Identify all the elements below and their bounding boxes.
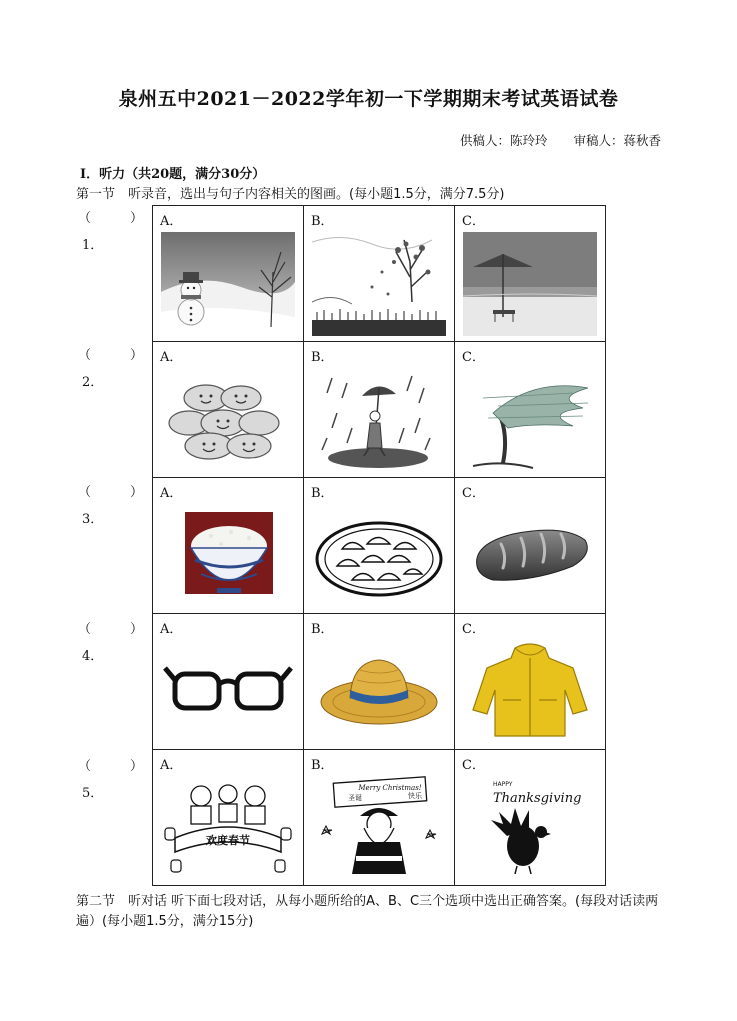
answer-blank[interactable]: （ ）: [78, 211, 144, 226]
option-2c[interactable]: C．: [455, 342, 606, 478]
dumplings-icon: [312, 504, 446, 608]
bread-icon: [463, 504, 597, 608]
answer-blank[interactable]: （ ）: [78, 485, 144, 500]
question-1-row: [153, 206, 606, 342]
option-1a[interactable]: A．: [153, 206, 304, 342]
beach-umbrella-icon: [463, 232, 597, 336]
section-heading: Ⅰ．听力（共20题，满分30分）: [80, 167, 266, 182]
credits: [460, 131, 661, 149]
question-4-number: （ ） 4．: [78, 618, 143, 664]
picture-options-grid: [152, 205, 606, 886]
question-2-row: [153, 342, 606, 478]
santa-icon: [312, 776, 446, 880]
option-4a[interactable]: A．: [153, 614, 304, 750]
christmas-cn-2: 快乐: [408, 792, 422, 800]
straw-hat-icon: [312, 640, 446, 744]
part1-instruction: 第一节 听录音，选出与句子内容相关的图画。(每小题1.5分，满分7.5分): [76, 187, 505, 202]
rice-bowl-icon: [161, 504, 295, 608]
option-3b[interactable]: B．: [304, 478, 455, 614]
reviewer-label: 审稿人：蒋秋香: [573, 133, 661, 148]
option-2b[interactable]: B．: [304, 342, 455, 478]
option-3c[interactable]: C．: [455, 478, 606, 614]
part2-instruction: 第二节 听对话 听下面七段对话，从每小题所给的A、B、C三个选项中选出正确答案。(每段对话读两遍）(每小题1.5分，满分15分): [76, 894, 659, 929]
merry-christmas-text: Merry Christmas!: [358, 784, 422, 792]
autumn-tree-icon: [312, 232, 446, 336]
option-1c[interactable]: C．: [455, 206, 606, 342]
page-title: 泉州五中2021－2022学年初一下学期期末考试英语试卷: [118, 88, 619, 110]
option-1b[interactable]: B．: [304, 206, 455, 342]
glasses-icon: [161, 640, 295, 744]
option-3a[interactable]: A．: [153, 478, 304, 614]
windy-tree-icon: [463, 368, 597, 472]
option-5b[interactable]: B． Merry Christmas! 圣诞 快乐: [304, 750, 455, 886]
happy-text: HAPPY: [493, 781, 513, 788]
raincoat-icon: [463, 640, 597, 744]
answer-blank[interactable]: （ ）: [78, 622, 144, 637]
question-2-number: （ ） 2．: [78, 344, 143, 390]
submitter-label: 供稿人：陈玲玲: [459, 133, 548, 148]
answer-blank[interactable]: （ ）: [78, 348, 144, 363]
christmas-cn-1: 圣诞: [348, 794, 362, 802]
smiling-clouds-icon: [161, 368, 295, 472]
spring-festival-banner-text: 欢度春节: [206, 834, 250, 847]
question-4-row: [153, 614, 606, 750]
question-3-number: （ ） 3．: [78, 481, 143, 527]
question-1-number: （ ） 1．: [78, 207, 143, 253]
spring-festival-icon: [161, 776, 295, 880]
option-5a[interactable]: A． 欢度春节: [153, 750, 304, 886]
option-2a[interactable]: A．: [153, 342, 304, 478]
snowman-icon: [161, 232, 295, 336]
option-4b[interactable]: B．: [304, 614, 455, 750]
option-4c[interactable]: C．: [455, 614, 606, 750]
option-5c[interactable]: C． HAPPY Thanksgiving: [455, 750, 606, 886]
question-3-row: [153, 478, 606, 614]
thanksgiving-text: Thanksgiving: [493, 791, 582, 806]
question-5-number: （ ） 5．: [78, 755, 143, 801]
question-5-row: [153, 750, 606, 886]
answer-blank[interactable]: （ ）: [78, 759, 144, 774]
rainy-umbrella-icon: [312, 368, 446, 472]
thanksgiving-turkey-icon: [463, 776, 597, 880]
